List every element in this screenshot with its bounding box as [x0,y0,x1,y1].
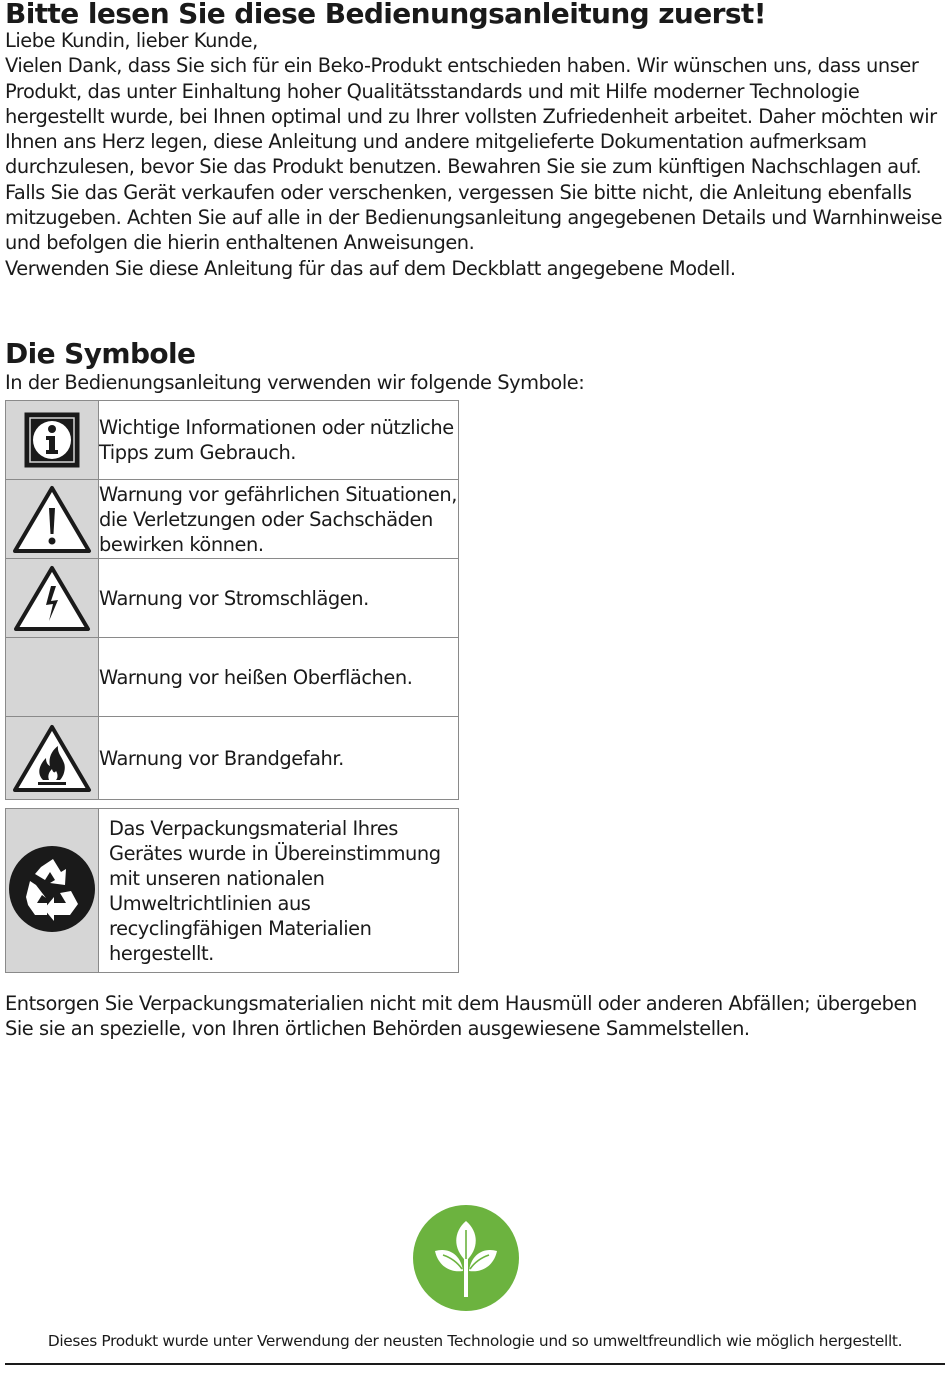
model-note: Verwenden Sie diese Anleitung für das auf dem Deckblatt angegebene Modell. [5,256,736,280]
eco-leaf-icon [413,1205,519,1311]
symbol-text: Warnung vor Stromschlägen. [99,559,459,638]
symbols-heading: Die Symbole [5,337,196,370]
symbol-row-electric [6,559,459,638]
salutation: Liebe Kundin, lieber Kunde, [5,29,258,52]
recycling-table [5,808,459,973]
symbol-icon-cell [6,717,99,800]
eco-footer-text: Dieses Produkt wurde unter Verwendung der neusten Technologie und so umweltfreundlich wie möglich hergestellt. [47,1332,903,1350]
recycling-row [6,809,459,973]
symbol-text: Warnung vor gefährlichen Situationen, die Verletzungen oder Sachschäden bewirken können. [99,480,459,559]
symbol-row-info [6,401,459,480]
page-title: Bitte lesen Sie diese Bedienungsanleitung zuerst! [5,0,766,30]
symbol-row-hot-surface [6,638,459,717]
warning-icon [12,484,92,554]
disposal-note: Entsorgen Sie Verpackungsmaterialien nicht mit dem Hausmüll oder anderen Abfällen; übergeben Sie sie an spezielle, von Ihren örtlichen Behörden ausgewiesene Sammelstellen. [5,992,917,1041]
footer-divider [5,1363,945,1365]
symbol-icon-cell [6,809,99,973]
symbol-row-warning [6,480,459,559]
recycling-icon [8,845,96,933]
symbol-text: Warnung vor Brandgefahr. [99,717,459,800]
symbol-icon-cell [6,559,99,638]
symbols-subtitle: In der Bedienungsanleitung verwenden wir folgende Symbole: [5,371,585,394]
symbol-text: Wichtige Informationen oder nützliche Tipps zum Gebrauch. [99,401,459,480]
symbol-text: Warnung vor heißen Oberflächen. [99,638,459,717]
symbol-row-fire [6,717,459,800]
info-icon [24,412,80,468]
recycling-text: Das Verpackungsmaterial Ihres Gerätes wurde in Übereinstimmung mit unseren nationalen Umweltrichtlinien aus recyclingfähigen Materialien hergestellt. [99,809,459,973]
electric-shock-icon [13,564,91,632]
symbol-icon-cell [6,480,99,559]
fire-hazard-icon [12,723,92,793]
intro-body: Vielen Dank, dass Sie sich für ein Beko-Produkt entschieden haben. Wir wünschen uns, dass unser Produkt, das unter Einhaltung hoher Qualitätsstandards und mit Hilfe moderner Technologie hergestellt wurde, bei Ihnen optimal und zu Ihrer vollsten Zufriedenheit arbeitet. Daher möchten wir Ihnen ans Herz legen, diese Anleitung und andere mitgelieferte Dokumentation aufmerksam durchzulesen, bevor Sie das Produkt benutzen. Bewahren Sie sie zum künftigen Nachschlagen auf. Falls Sie das Gerät verkaufen oder verschenken, vergessen Sie bitte nicht, die Anleitung ebenfalls mitzugeben. Achten Sie auf alle in der Bedienungsanleitung angegebenen Details und Warnhinweise und befolgen die hierin enthaltenen Anweisungen. [5,54,943,255]
symbols-table [5,400,459,800]
intro-text [5,28,945,281]
symbol-icon-cell [6,401,99,480]
hot-surface-icon [6,638,99,717]
